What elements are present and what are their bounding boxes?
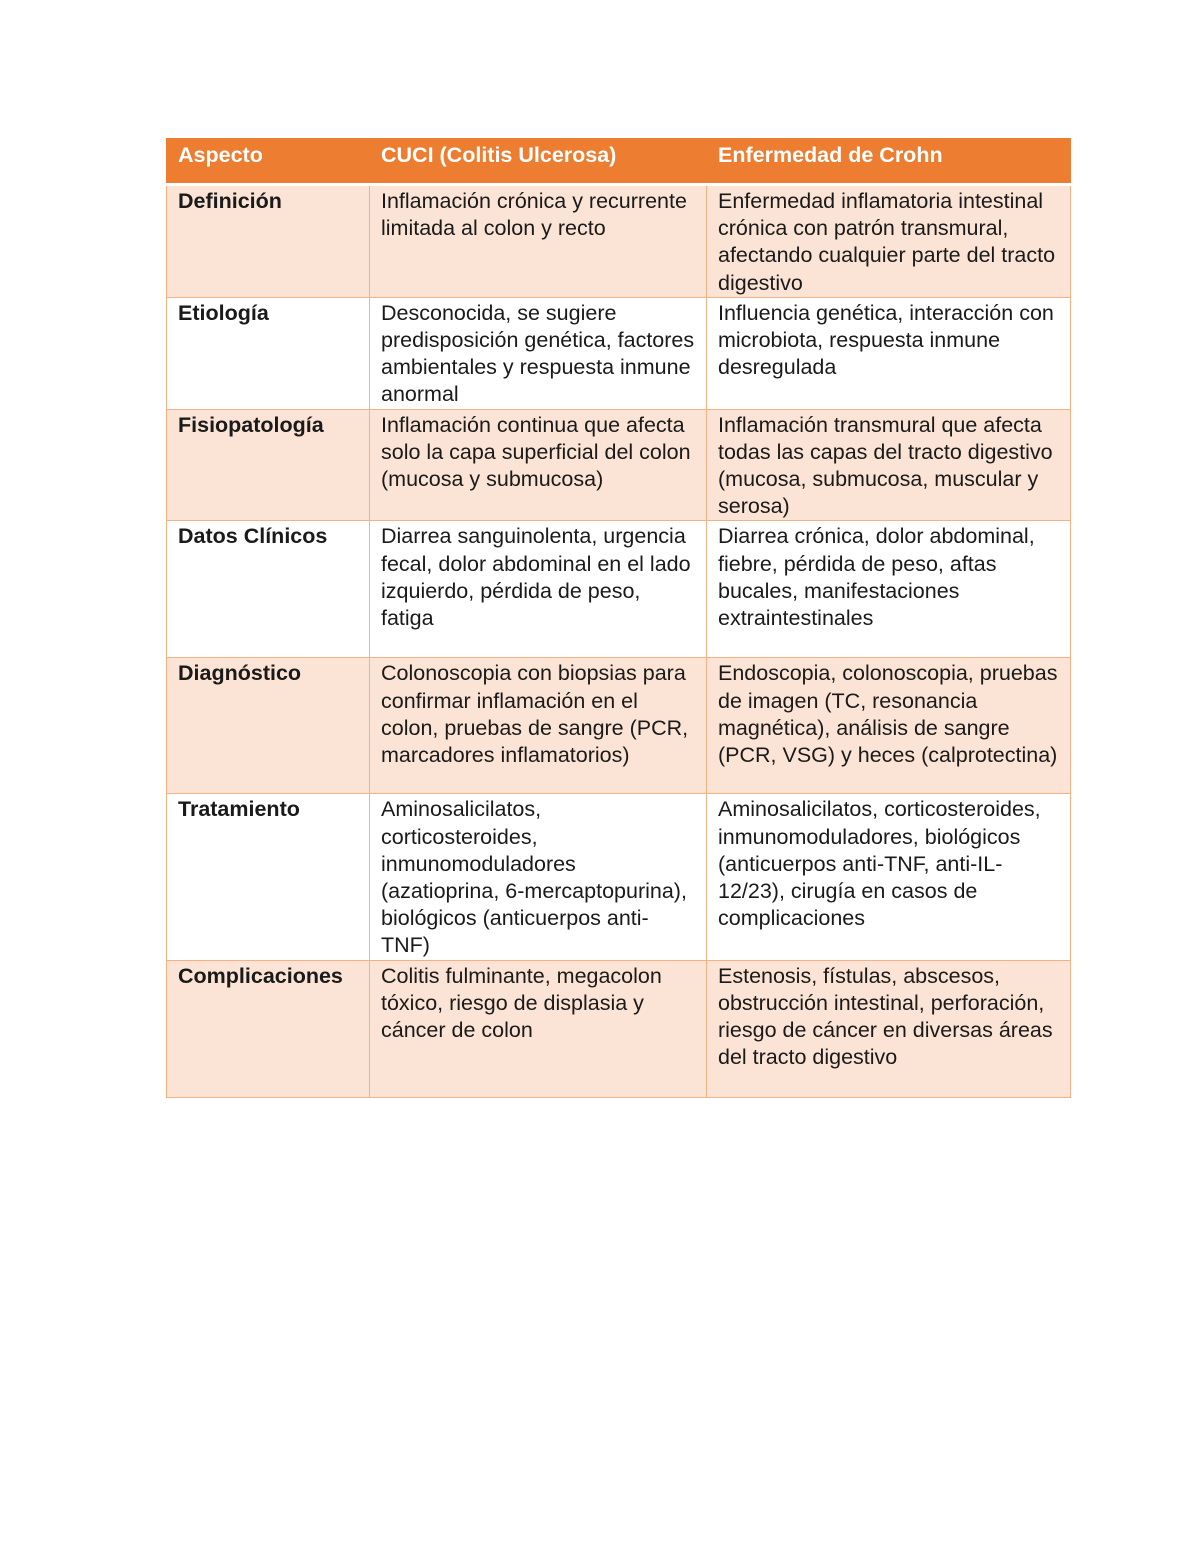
table-row [167,297,1071,409]
crohn-cell: Enfermedad inflamatoria intestinal crónica con patrón transmural, afectando cualquier parte del tracto digestivo [707,185,1071,298]
comparison-table [166,138,1071,1098]
header-cuci: CUCI (Colitis Ulcerosa) [370,139,707,185]
table-body [167,185,1071,1098]
cuci-cell: Aminosalicilatos, corticosteroides, inmunomoduladores (azatioprina, 6-mercaptopurina), biológicos (anticuerpos anti-TNF) [370,794,707,960]
aspect-cell: Definición [167,185,370,298]
table-row [167,185,1071,298]
crohn-cell: Influencia genética, interacción con microbiota, respuesta inmune desregulada [707,297,1071,409]
header-crohn: Enfermedad de Crohn [707,139,1071,185]
cuci-cell: Desconocida, se sugiere predisposición genética, factores ambientales y respuesta inmune anormal [370,297,707,409]
cuci-cell: Inflamación continua que afecta solo la capa superficial del colon (mucosa y submucosa) [370,409,707,521]
crohn-cell: Estenosis, fístulas, abscesos, obstrucción intestinal, perforación, riesgo de cáncer en diversas áreas del tracto digestivo [707,960,1071,1097]
crohn-cell: Aminosalicilatos, corticosteroides, inmunomoduladores, biológicos (anticuerpos anti-TNF, anti-IL-12/23), cirugía en casos de complicaciones [707,794,1071,960]
cuci-cell: Colitis fulminante, megacolon tóxico, riesgo de displasia y cáncer de colon [370,960,707,1097]
table-row [167,960,1071,1097]
crohn-cell: Endoscopia, colonoscopia, pruebas de imagen (TC, resonancia magnética), análisis de sangre (PCR, VSG) y heces (calprotectina) [707,658,1071,794]
table-row [167,658,1071,794]
cuci-cell: Inflamación crónica y recurrente limitada al colon y recto [370,185,707,298]
aspect-cell: Diagnóstico [167,658,370,794]
aspect-cell: Complicaciones [167,960,370,1097]
aspect-cell: Datos Clínicos [167,521,370,658]
crohn-cell: Diarrea crónica, dolor abdominal, fiebre, pérdida de peso, aftas bucales, manifestaciones extraintestinales [707,521,1071,658]
aspect-cell: Etiología [167,297,370,409]
table-row [167,409,1071,521]
crohn-cell: Inflamación transmural que afecta todas las capas del tracto digestivo (mucosa, submucosa, muscular y serosa) [707,409,1071,521]
table-header [167,139,1071,185]
table-row [167,794,1071,960]
aspect-cell: Fisiopatología [167,409,370,521]
cuci-cell: Diarrea sanguinolenta, urgencia fecal, dolor abdominal en el lado izquierdo, pérdida de peso, fatiga [370,521,707,658]
header-aspect: Aspecto [167,139,370,185]
cuci-cell: Colonoscopia con biopsias para confirmar inflamación en el colon, pruebas de sangre (PCR, marcadores inflamatorios) [370,658,707,794]
aspect-cell: Tratamiento [167,794,370,960]
header-row [167,139,1071,185]
table-row [167,521,1071,658]
